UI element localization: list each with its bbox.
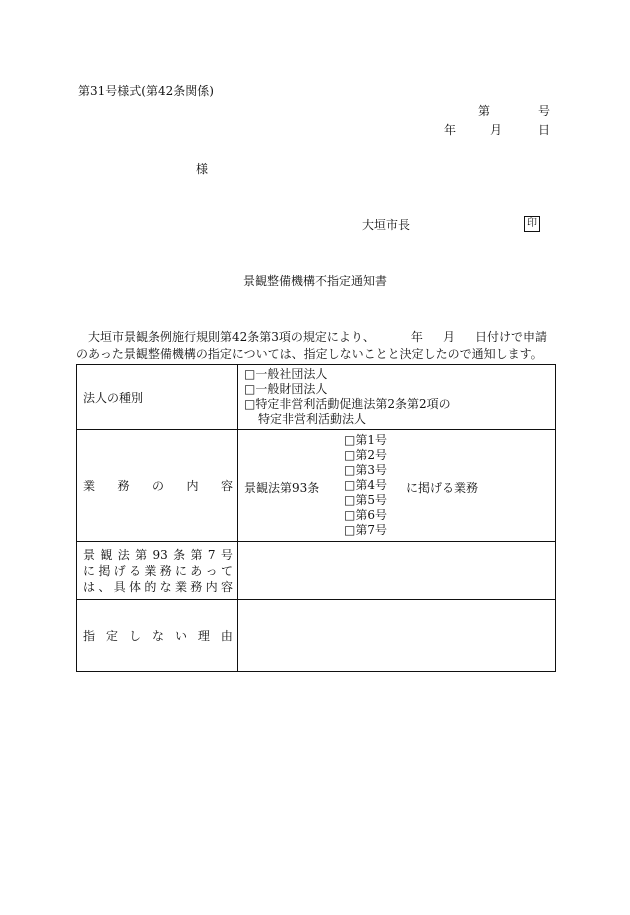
row-work-content — [77, 430, 556, 542]
law-reference: 景観法第93条 — [244, 480, 320, 495]
row-reason — [77, 600, 556, 672]
form-table — [76, 364, 556, 672]
seal-mark: 印 — [524, 216, 540, 232]
option-npo-cont: 特定非営利活動法人 — [258, 412, 367, 426]
date-day: 日 — [538, 123, 551, 137]
label-work-content: 業 務 の 内 容 — [77, 430, 238, 542]
option-npo: □特定非営利活動促進法第2条第2項の — [244, 397, 451, 411]
option-general-incorporated-foundation: □一般財団法人 — [244, 382, 328, 396]
item-number-5: □第5号 — [344, 492, 387, 507]
issuer-name: 大垣市長 — [362, 218, 411, 232]
number-prefix: 第 — [478, 104, 491, 118]
work-content-cell — [238, 430, 556, 542]
item-number-6: □第6号 — [344, 507, 387, 522]
item-number-3: □第3号 — [344, 462, 387, 477]
item-number-7: □第7号 — [344, 522, 387, 537]
number-suffix: 号 — [538, 104, 551, 118]
row-corporation-type — [77, 365, 556, 430]
item-number-4: □第4号 — [344, 477, 387, 492]
body-text-a: 大垣市景観条例施行規則第42条第3項の規定により、 — [88, 330, 375, 344]
item-number-1: □第1号 — [344, 432, 387, 447]
date-year: 年 — [444, 123, 457, 137]
specific-work-value — [238, 542, 556, 600]
option-general-incorporated-association: □一般社団法人 — [244, 367, 328, 381]
body-text-b: 日付けで申請 — [474, 330, 547, 344]
corporation-type-options — [238, 365, 556, 430]
reason-value — [238, 600, 556, 672]
row-specific-work — [77, 542, 556, 600]
label-specific-work: 景 観 法 第 93 条 第 7 号 に 掲 げ る 業 務 に あ っ て は 、 具 体 的 な 業 務 内 容 — [77, 542, 238, 600]
body-line-2: のあった景観整備機構の指定については、指定しないことと決定したので通知します。 — [76, 347, 543, 361]
body-month: 月 — [442, 330, 455, 344]
document-title: 景観整備機構不指定通知書 — [242, 274, 387, 288]
body-line-1 — [88, 330, 547, 344]
form-number: 第31号様式(第42条関係) — [78, 84, 214, 98]
item-number-list — [344, 433, 387, 538]
label-reason: 指 定 し な い 理 由 — [77, 600, 238, 672]
item-number-2: □第2号 — [344, 447, 387, 462]
addressee-suffix: 様 — [196, 162, 209, 176]
body-year: 年 — [410, 330, 423, 344]
date-month: 月 — [490, 123, 503, 137]
listed-work-text: に掲げる業務 — [406, 480, 479, 495]
label-corporation-type: 法人の種別 — [77, 365, 238, 430]
